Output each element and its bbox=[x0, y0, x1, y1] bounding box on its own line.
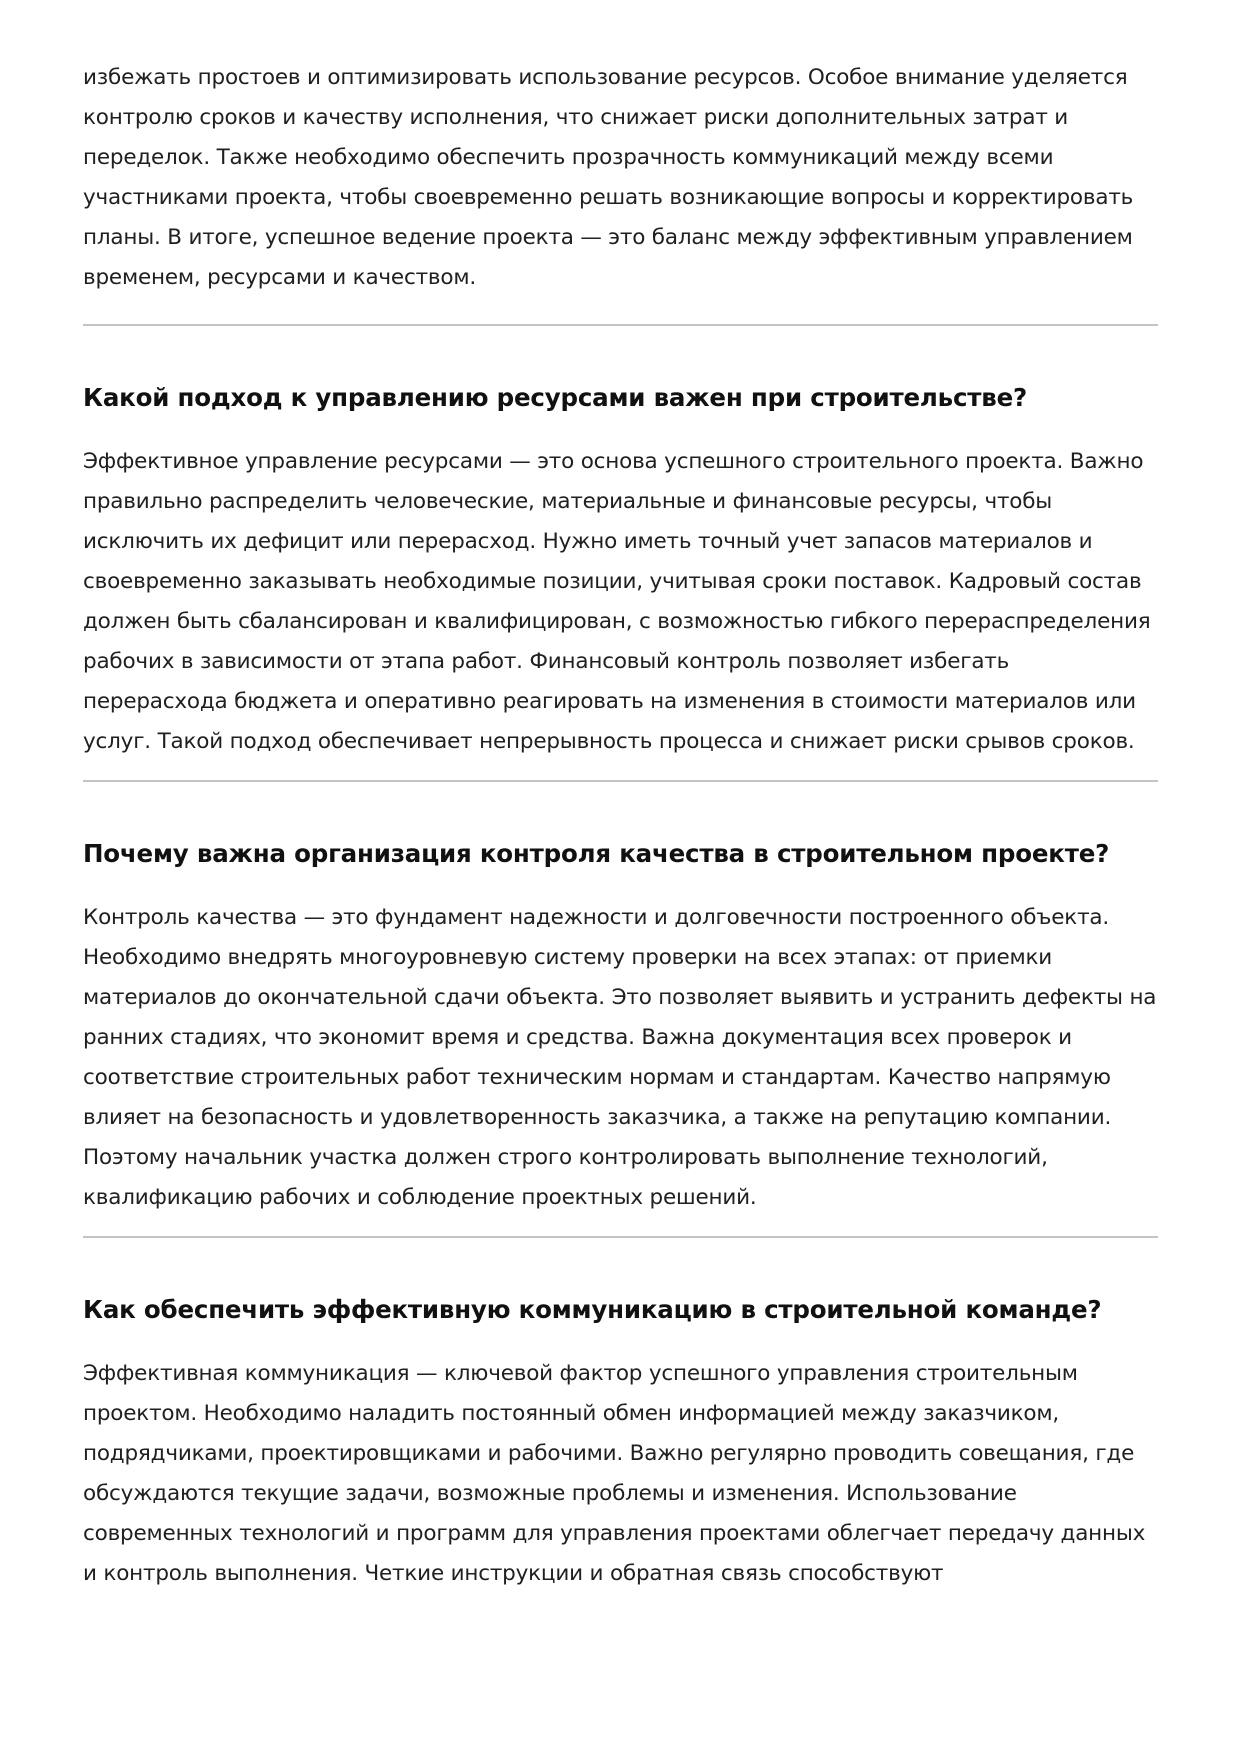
section-divider bbox=[83, 1236, 1158, 1238]
section-divider bbox=[83, 324, 1158, 326]
question-heading-communication: Как обеспечить эффективную коммуникацию в строительной команде? bbox=[83, 1295, 1102, 1324]
question-heading-resources: Какой подход к управлению ресурсами важен при строительстве? bbox=[83, 383, 1028, 412]
section-paragraph-resources: Эффективное управление ресурсами — это основа успешного строительного проекта. Важно правильно распределить человеческие, материальные и финансовые ресурсы, чтобы исключить их дефицит или перерасход. Нужно иметь точный учет запасов материалов и своевременно заказывать необходимые позиции, учитывая сроки поставок. Кадровый состав должен быть сбалансирован и квалифицирован, с возможностью гибкого перераспределения рабочих в зависимости от этапа работ. Финансовый контроль позволяет избегать перерасхода бюджета и оперативно реагировать на изменения в стоимости материалов или услуг. Такой подход обеспечивает непрерывность процесса и снижает риски срывов сроков. bbox=[83, 449, 1151, 754]
section-paragraph-communication: Эффективная коммуникация — ключевой фактор успешного управления строительным проектом. Необходимо наладить постоянный обмен информацией между заказчиком, подрядчиками, проектировщиками и рабочими. Важно регулярно проводить совещания, где обсуждаются текущие задачи, возможные проблемы и изменения. Использование современных технологий и программ для управления проектами облегчает передачу данных и контроль выполнения. Четкие инструкции и обратная связь способствуют bbox=[83, 1361, 1146, 1586]
section-divider bbox=[83, 780, 1158, 782]
question-heading-quality: Почему важна организация контроля качества в строительном проекте? bbox=[83, 839, 1110, 868]
section-paragraph-quality: Контроль качества — это фундамент надежности и долговечности построенного объекта. Необходимо внедрять многоуровневую систему проверки на всех этапах: от приемки материалов до окончательной сдачи объекта. Это позволяет выявить и устранить дефекты на ранних стадиях, что экономит время и средства. Важна документация всех проверок и соответствие строительных работ техническим нормам и стандартам. Качество напрямую влияет на безопасность и удовлетворенность заказчика, а также на репутацию компании. Поэтому начальник участка должен строго контролировать выполнение технологий, квалификацию рабочих и соблюдение проектных решений. bbox=[83, 905, 1157, 1210]
document-page bbox=[83, 58, 1158, 1594]
section-paragraph-intro: избежать простоев и оптимизировать использование ресурсов. Особое внимание уделяется контролю сроков и качеству исполнения, что снижает риски дополнительных затрат и переделок. Также необходимо обеспечить прозрачность коммуникаций между всеми участниками проекта, чтобы своевременно решать возникающие вопросы и корректировать планы. В итоге, успешное ведение проекта — это баланс между эффективным управлением временем, ресурсами и качеством. bbox=[83, 65, 1134, 290]
